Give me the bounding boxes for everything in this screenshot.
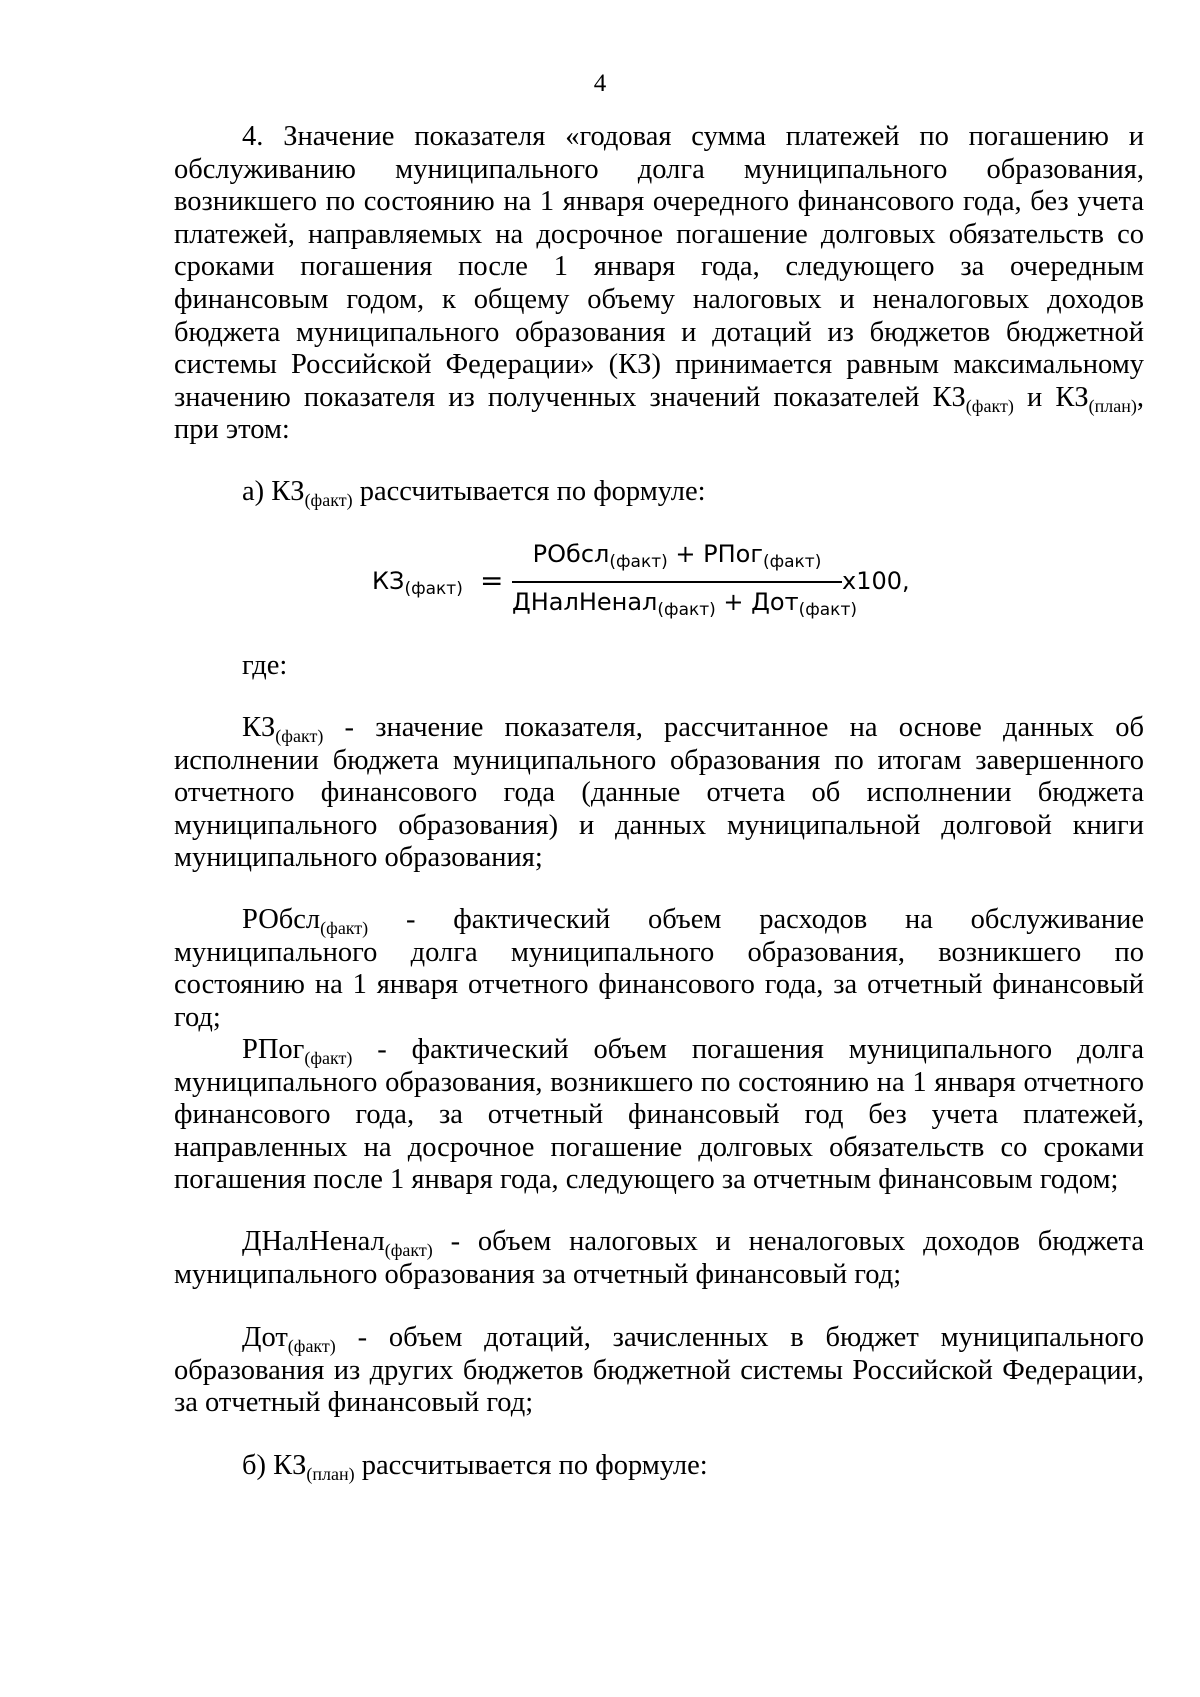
formula-numerator: РОбсл$_{(факт)}$ + РПог$_{(факт)}$ <box>532 540 822 572</box>
paragraph-indicator-definition: 4. Значение показателя «годовая сумма платежей по погашению и обслуживанию муниципального долга муниципального образования, возникшего по состоянию на 1 января очередного финансового года, без учета платежей, направляемых на досрочное погашение долговых обязательств со сроками погашения после 1 января года, следующего за очередным финансовым годом, к общему объему налоговых и неналоговых доходов бюджета муниципального образования и дотаций из бюджетов бюджетной системы Российской Федерации» (КЗ) принимается равным максимальному значению показателя из полученных значений показателей $КЗ_{(факт)}$ и $КЗ_{(план)}$, при этом: <box>174 121 1144 446</box>
page-number: 4 <box>593 70 607 97</box>
paragraph-formula-a-intro: а) $КЗ_{(факт)}$ рассчитывается по формуле: <box>242 476 706 510</box>
definition-dnalnenal-fact: ДНалНенал$_{(факт)}$ - объем налоговых и неналоговых доходов бюджета муниципального образования за отчетный финансовый год; <box>174 1226 1144 1290</box>
formula-lhs: $КЗ_{(факт)}$ <box>372 567 463 599</box>
definition-kz-fact: $КЗ_{(факт)}$ - значение показателя, рассчитанное на основе данных об исполнении бюджета муниципального образования по итогам завершенного отчетного финансового года (данные отчета об исполнении бюджета муниципального образования) и данных муниципальной долговой книги муниципального образования; <box>174 712 1144 874</box>
formula-kz-fact <box>372 540 972 630</box>
definition-rpog-fact: РПог$_{(факт)}$ - фактический объем погашения муниципального долга муниципального образования, возникшего по состоянию на 1 января отчетного финансового года, за отчетный финансовый год без учета платежей, направленных на досрочное погашение долговых обязательств со сроками погашения после 1 января года, следующего за отчетным финансовым годом; <box>174 1034 1144 1196</box>
definition-robsl-fact: РОбсл$_{(факт)}$ - фактический объем расходов на обслуживание муниципального долга муниципального образования, возникшего по состоянию на 1 января отчетного финансового года, за отчетный финансовый год; <box>174 904 1144 1033</box>
paragraph-formula-b-intro: б) $КЗ_{(план)}$ рассчитывается по формуле: <box>242 1450 708 1484</box>
definition-dot-fact: Дот$_{(факт)}$ - объем дотаций, зачисленных в бюджет муниципального образования из других бюджетов бюджетной системы Российской Федерации, за отчетный финансовый год; <box>174 1322 1144 1419</box>
formula-denominator: ДНалНенал$_{(факт)}$ + Дот$_{(факт)}$ <box>512 588 857 620</box>
paragraph-where: где: <box>242 650 288 681</box>
formula-multiplier: x100, <box>842 567 910 595</box>
formula-fraction-bar <box>512 581 842 583</box>
formula-equals: = <box>480 564 504 597</box>
